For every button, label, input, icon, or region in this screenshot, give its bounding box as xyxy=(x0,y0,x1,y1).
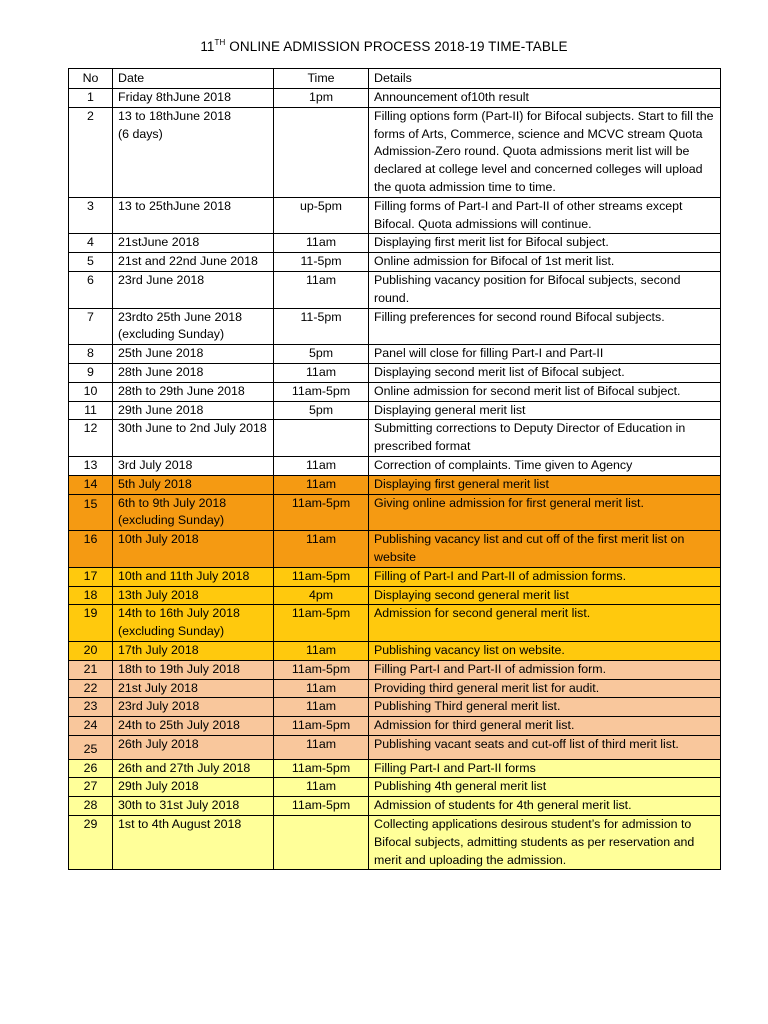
row-details: Publishing vacant seats and cut-off list of third merit list. xyxy=(369,735,721,759)
row-date: 29th July 2018 xyxy=(113,778,274,797)
table-row xyxy=(69,735,721,759)
row-details: Publishing Third general merit list. xyxy=(369,698,721,717)
row-number: 21 xyxy=(69,660,113,679)
row-number: 20 xyxy=(69,641,113,660)
row-time: 11am xyxy=(274,531,369,568)
row-time xyxy=(274,816,369,870)
row-date: 28th June 2018 xyxy=(113,363,274,382)
table-row xyxy=(69,253,721,272)
row-number: 16 xyxy=(69,531,113,568)
row-number: 14 xyxy=(69,475,113,494)
row-details: Displaying first general merit list xyxy=(369,475,721,494)
row-time xyxy=(274,107,369,197)
row-time: 11am xyxy=(274,456,369,475)
row-date: 10th July 2018 xyxy=(113,531,274,568)
row-date: 1st to 4th August 2018 xyxy=(113,816,274,870)
row-date: 26th and 27th July 2018 xyxy=(113,759,274,778)
row-date: 3rd July 2018 xyxy=(113,456,274,475)
row-number: 27 xyxy=(69,778,113,797)
table-row xyxy=(69,345,721,364)
row-details: Filling preferences for second round Bifocal subjects. xyxy=(369,308,721,345)
row-details: Announcement of10th result xyxy=(369,89,721,108)
row-details: Filling Part-I and Part-II of admission form. xyxy=(369,660,721,679)
row-date: 25th June 2018 xyxy=(113,345,274,364)
table-row xyxy=(69,107,721,197)
row-number: 11 xyxy=(69,401,113,420)
row-time: 11am-5pm xyxy=(274,797,369,816)
row-time: 11-5pm xyxy=(274,253,369,272)
row-date: 10th and 11th July 2018 xyxy=(113,567,274,586)
row-time: 11am-5pm xyxy=(274,605,369,642)
table-row xyxy=(69,197,721,234)
row-time: 11am-5pm xyxy=(274,494,369,531)
header-details: Details xyxy=(369,69,721,89)
row-date: 29th June 2018 xyxy=(113,401,274,420)
page-title xyxy=(0,38,768,54)
row-time: 11am xyxy=(274,234,369,253)
row-number: 23 xyxy=(69,698,113,717)
row-details: Filling options form (Part-II) for Bifocal subjects. Start to fill the forms of Arts, Commerce, science and MCVC stream Quota Admission-Zero round. Quota admissions merit list will be declared at college level and concerned colleges will upload the quota admission time to time. xyxy=(369,107,721,197)
row-number: 13 xyxy=(69,456,113,475)
table-row xyxy=(69,89,721,108)
row-number: 15 xyxy=(69,494,113,531)
row-date: 23rdto 25th June 2018 (excluding Sunday) xyxy=(113,308,274,345)
table-row xyxy=(69,698,721,717)
row-time: 11am xyxy=(274,641,369,660)
row-date: 13th July 2018 xyxy=(113,586,274,605)
table-row xyxy=(69,778,721,797)
table-row xyxy=(69,363,721,382)
row-date: 21stJune 2018 xyxy=(113,234,274,253)
row-details: Admission of students for 4th general merit list. xyxy=(369,797,721,816)
row-number: 8 xyxy=(69,345,113,364)
row-number: 28 xyxy=(69,797,113,816)
row-number: 7 xyxy=(69,308,113,345)
row-details: Admission for second general merit list. xyxy=(369,605,721,642)
row-time: 11am xyxy=(274,735,369,759)
row-time: 11am xyxy=(274,778,369,797)
row-details: Providing third general merit list for audit. xyxy=(369,679,721,698)
row-time xyxy=(274,420,369,457)
row-details: Admission for third general merit list. xyxy=(369,717,721,736)
row-number: 12 xyxy=(69,420,113,457)
row-details: Filling Part-I and Part-II forms xyxy=(369,759,721,778)
row-time: 11am-5pm xyxy=(274,660,369,679)
row-details: Publishing vacancy list and cut off of the first merit list on website xyxy=(369,531,721,568)
table-row xyxy=(69,308,721,345)
row-time: up-5pm xyxy=(274,197,369,234)
row-details: Displaying general merit list xyxy=(369,401,721,420)
row-date: 24th to 25th July 2018 xyxy=(113,717,274,736)
row-time: 11-5pm xyxy=(274,308,369,345)
table-row xyxy=(69,271,721,308)
row-number: 22 xyxy=(69,679,113,698)
row-number: 17 xyxy=(69,567,113,586)
table-row xyxy=(69,605,721,642)
row-time: 5pm xyxy=(274,345,369,364)
table-row xyxy=(69,816,721,870)
table-row xyxy=(69,759,721,778)
table-row xyxy=(69,475,721,494)
row-time: 11am-5pm xyxy=(274,382,369,401)
row-time: 11am xyxy=(274,679,369,698)
row-date: 23rd June 2018 xyxy=(113,271,274,308)
table-row xyxy=(69,717,721,736)
row-details: Displaying second general merit list xyxy=(369,586,721,605)
row-date: Friday 8thJune 2018 xyxy=(113,89,274,108)
row-date: 21st and 22nd June 2018 xyxy=(113,253,274,272)
row-date: 23rd July 2018 xyxy=(113,698,274,717)
row-number: 9 xyxy=(69,363,113,382)
row-details: Online admission for Bifocal of 1st merit list. xyxy=(369,253,721,272)
row-details: Giving online admission for first general merit list. xyxy=(369,494,721,531)
table-row xyxy=(69,234,721,253)
row-number: 25 xyxy=(69,735,113,759)
row-date: 30th to 31st July 2018 xyxy=(113,797,274,816)
row-number: 10 xyxy=(69,382,113,401)
row-date: 5th July 2018 xyxy=(113,475,274,494)
row-number: 26 xyxy=(69,759,113,778)
row-date: 21st July 2018 xyxy=(113,679,274,698)
row-date: 17th July 2018 xyxy=(113,641,274,660)
row-time: 11am-5pm xyxy=(274,759,369,778)
row-number: 4 xyxy=(69,234,113,253)
header-no: No xyxy=(69,69,113,89)
table-row xyxy=(69,494,721,531)
table-row xyxy=(69,586,721,605)
row-time: 5pm xyxy=(274,401,369,420)
row-time: 11am xyxy=(274,475,369,494)
row-number: 24 xyxy=(69,717,113,736)
row-number: 29 xyxy=(69,816,113,870)
row-date: 13 to 18thJune 2018 (6 days) xyxy=(113,107,274,197)
header-date: Date xyxy=(113,69,274,89)
row-number: 2 xyxy=(69,107,113,197)
row-details: Submitting corrections to Deputy Director of Education in prescribed format xyxy=(369,420,721,457)
table-row xyxy=(69,420,721,457)
table-row xyxy=(69,797,721,816)
row-date: 26th July 2018 xyxy=(113,735,274,759)
row-time: 11am-5pm xyxy=(274,717,369,736)
row-time: 11am xyxy=(274,271,369,308)
row-details: Correction of complaints. Time given to Agency xyxy=(369,456,721,475)
row-details: Panel will close for filling Part-I and Part-II xyxy=(369,345,721,364)
row-details: Displaying second merit list of Bifocal subject. xyxy=(369,363,721,382)
timetable xyxy=(68,68,721,870)
row-number: 19 xyxy=(69,605,113,642)
table-row xyxy=(69,679,721,698)
row-details: Collecting applications desirous student’s for admission to Bifocal subjects, admitting students as per reservation and merit and uploading the admission. xyxy=(369,816,721,870)
title-text: ONLINE ADMISSION PROCESS 2018-19 TIME-TABLE xyxy=(225,39,568,54)
header-time: Time xyxy=(274,69,369,89)
row-date: 28th to 29th June 2018 xyxy=(113,382,274,401)
table-row xyxy=(69,382,721,401)
table-row xyxy=(69,401,721,420)
row-time: 1pm xyxy=(274,89,369,108)
row-details: Displaying first merit list for Bifocal subject. xyxy=(369,234,721,253)
row-details: Online admission for second merit list of Bifocal subject. xyxy=(369,382,721,401)
row-number: 18 xyxy=(69,586,113,605)
row-details: Filling of Part-I and Part-II of admission forms. xyxy=(369,567,721,586)
row-date: 13 to 25thJune 2018 xyxy=(113,197,274,234)
row-date: 14th to 16th July 2018 (excluding Sunday) xyxy=(113,605,274,642)
table-row xyxy=(69,660,721,679)
row-details: Filling forms of Part-I and Part-II of other streams except Bifocal. Quota admissions will continue. xyxy=(369,197,721,234)
table-row xyxy=(69,567,721,586)
row-details: Publishing vacancy position for Bifocal subjects, second round. xyxy=(369,271,721,308)
row-time: 4pm xyxy=(274,586,369,605)
table-row xyxy=(69,641,721,660)
row-number: 3 xyxy=(69,197,113,234)
row-details: Publishing vacancy list on website. xyxy=(369,641,721,660)
row-date: 6th to 9th July 2018 (excluding Sunday) xyxy=(113,494,274,531)
row-number: 1 xyxy=(69,89,113,108)
row-number: 6 xyxy=(69,271,113,308)
row-date: 18th to 19th July 2018 xyxy=(113,660,274,679)
row-time: 11am xyxy=(274,363,369,382)
row-date: 30th June to 2nd July 2018 xyxy=(113,420,274,457)
row-time: 11am xyxy=(274,698,369,717)
timetable-body xyxy=(69,89,721,870)
row-number: 5 xyxy=(69,253,113,272)
row-details: Publishing 4th general merit list xyxy=(369,778,721,797)
title-superscript: TH xyxy=(214,38,226,47)
row-time: 11am-5pm xyxy=(274,567,369,586)
table-row xyxy=(69,531,721,568)
table-row xyxy=(69,456,721,475)
header-row xyxy=(69,69,721,89)
title-prefix: 11 xyxy=(200,39,215,54)
